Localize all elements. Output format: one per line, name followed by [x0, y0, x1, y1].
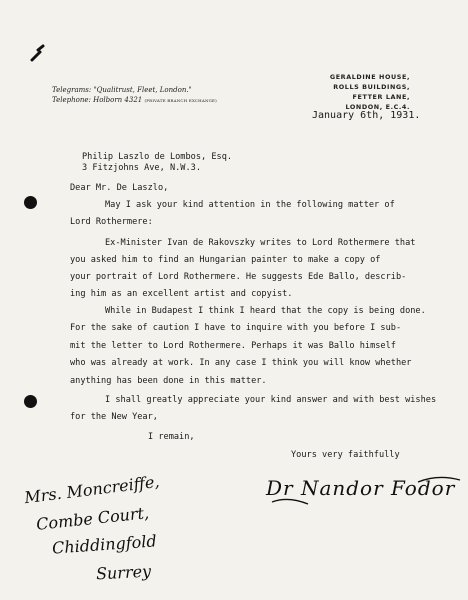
recipient-name: Philip Laszlo de Lombos, Esq.	[82, 152, 233, 162]
body-line: who was already at work. In any case I think you will know whether	[70, 358, 412, 368]
handwritten-note-line: Combe Court,	[35, 503, 150, 534]
body-line: While in Budapest I think I heard that the copy is being done.	[105, 306, 426, 316]
letterhead-contact	[52, 85, 217, 106]
body-line: I shall greatly appreciate your kind answer and with best wishes	[105, 395, 437, 405]
body-line: mit the letter to Lord Rothermere. Perhaps it was Ballo himself	[70, 341, 396, 351]
body-line: Ex-Minister Ivan de Rakovszky writes to Lord Rothermere that	[105, 238, 416, 248]
salutation: Dear Mr. De Laszlo,	[70, 183, 169, 193]
letterhead-address	[300, 72, 410, 112]
address-line: LONDON, E.C.4.	[345, 103, 410, 111]
body-line: For the sake of caution I have to inquire with you before I sub-	[70, 323, 402, 333]
body-line: I remain,	[148, 432, 195, 442]
body-line: Lord Rothermere:	[70, 217, 153, 227]
body-line: anything has been done in this matter.	[70, 376, 267, 386]
punch-hole-top	[24, 196, 37, 209]
body-line: you asked him to find an Hungarian painter to make a copy of	[70, 255, 381, 265]
signature-flourish	[268, 470, 468, 510]
handwritten-signature: Dr Nandor Fodor	[266, 476, 456, 500]
body-line: ing him as an excellent artist and copyist.	[70, 289, 293, 299]
body-line: for the New Year,	[70, 412, 158, 422]
handwritten-note-line: Chiddingfold	[51, 531, 158, 558]
closing: Yours very faithfully	[291, 450, 400, 460]
handwritten-note-line: Mrs. Moncreiffe,	[23, 471, 161, 508]
address-line: ROLLS BUILDINGS,	[333, 83, 410, 91]
handwritten-note-line: Surrey	[95, 561, 152, 584]
address-line: GERALDINE HOUSE,	[329, 73, 410, 81]
telephone-line	[52, 95, 217, 106]
telephone-note: (PRIVATE BRANCH EXCHANGE)	[144, 98, 217, 103]
pen-mark	[30, 44, 48, 62]
body-line: May I ask your kind attention in the following matter of	[105, 200, 395, 210]
body-line: your portrait of Lord Rothermere. He suggests Ede Ballo, describ-	[70, 272, 407, 282]
recipient-address: 3 Fitzjohns Ave, N.W.3.	[82, 163, 201, 173]
letter-date: January 6th, 1931.	[312, 110, 421, 121]
address-line: FETTER LANE,	[352, 93, 410, 101]
telegrams-line: Telegrams: "Qualitrust, Fleet, London."	[52, 86, 192, 94]
punch-hole-bottom	[24, 395, 37, 408]
telephone-number: Telephone: Holborn 4321	[52, 96, 143, 104]
